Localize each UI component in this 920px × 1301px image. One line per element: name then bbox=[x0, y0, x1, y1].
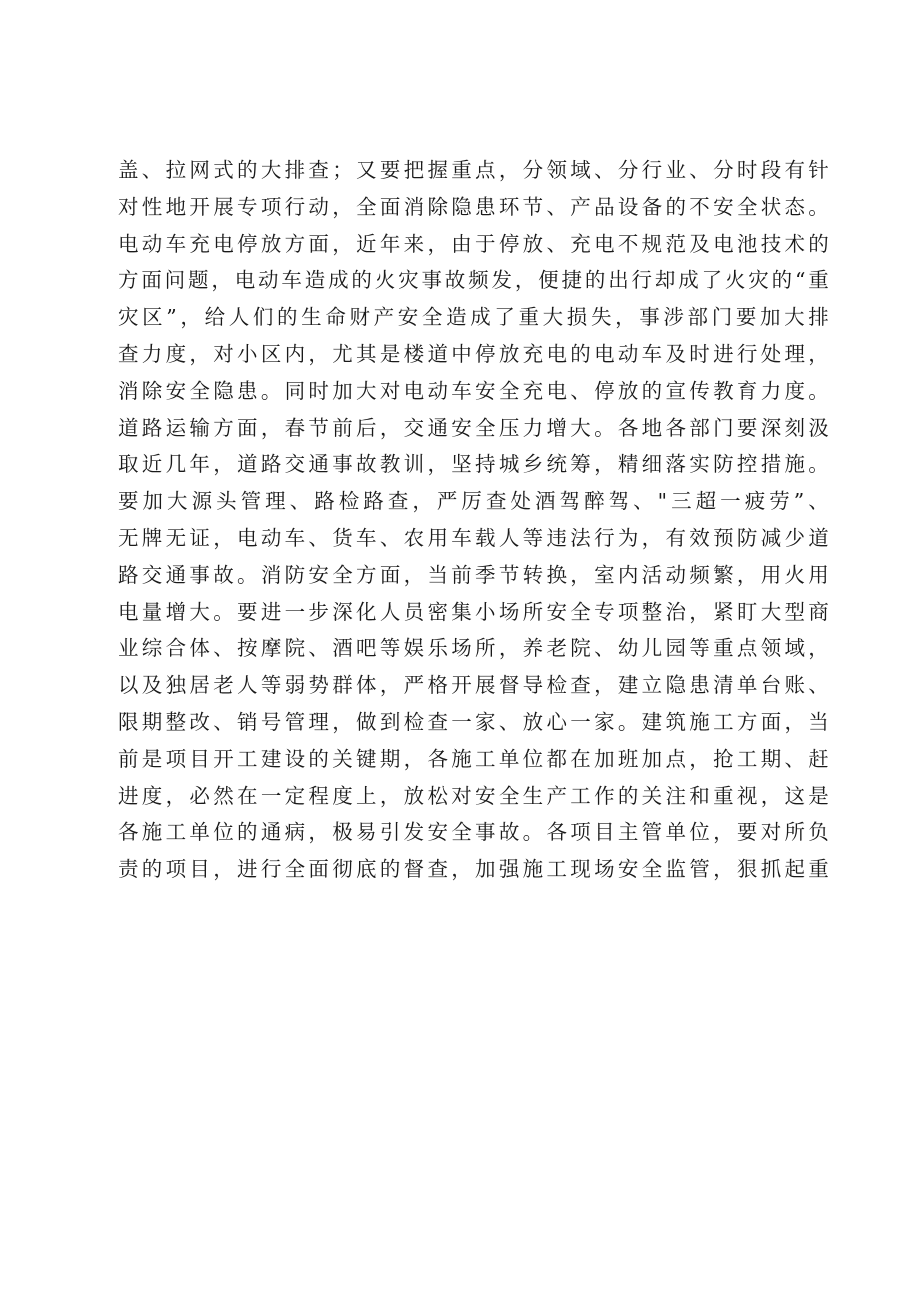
text-line-5: 灾区”，给人们的生命财产安全造成了重大损失，事涉部门要加大排 bbox=[118, 305, 830, 330]
text-line-7: 消除安全隐患。同时加大对电动车安全充电、停放的宣传教育力度。 bbox=[118, 378, 830, 403]
text-line-6: 查力度，对小区内，尤其是楼道中停放充电的电动车及时进行处理， bbox=[118, 341, 830, 366]
text-line-2: 对性地开展专项行动，全面消除隐患环节、产品设备的不安全状态。 bbox=[118, 194, 830, 219]
text-line-16: 限期整改、销号管理，做到检查一家、放心一家。建筑施工方面，当 bbox=[118, 709, 830, 734]
text-line-18: 进度，必然在一定程度上，放松对安全生产工作的关注和重视，这是 bbox=[118, 783, 830, 808]
text-line-15: 以及独居老人等弱势群体，严格开展督导检查，建立隐患清单台账、 bbox=[118, 673, 830, 698]
text-line-14: 业综合体、按摩院、酒吧等娱乐场所，养老院、幼儿园等重点领域， bbox=[118, 636, 830, 661]
text-line-4: 方面问题，电动车造成的火灾事故频发，便捷的出行却成了火灾的“重 bbox=[118, 268, 830, 293]
text-line-13: 电量增大。要进一步深化人员密集小场所安全专项整治，紧盯大型商 bbox=[118, 599, 830, 624]
text-line-12: 路交通事故。消防安全方面，当前季节转换，室内活动频繁，用火用 bbox=[118, 562, 830, 587]
text-line-8: 道路运输方面，春节前后，交通安全压力增大。各地各部门要深刻汲 bbox=[118, 415, 830, 440]
text-line-17: 前是项目开工建设的关键期，各施工单位都在加班加点，抢工期、赶 bbox=[118, 746, 830, 771]
text-line-10: 要加大源头管理、路检路查，严厉查处酒驾醉驾、"三超一疲劳”、 bbox=[118, 489, 830, 514]
text-line-9: 取近几年，道路交通事故教训，坚持城乡统筹，精细落实防控措施。 bbox=[118, 452, 830, 477]
text-line-20: 责的项目，进行全面彻底的督查，加强施工现场安全监管，狠抓起重 bbox=[118, 857, 830, 882]
text-line-19: 各施工单位的通病，极易引发安全事故。各项目主管单位，要对所负 bbox=[118, 820, 830, 845]
text-line-3: 电动车充电停放方面，近年来，由于停放、充电不规范及电池技术的 bbox=[118, 231, 830, 256]
body-text bbox=[118, 152, 830, 888]
text-line-1: 盖、拉网式的大排查；又要把握重点，分领域、分行业、分时段有针 bbox=[118, 158, 830, 182]
text-line-11: 无牌无证，电动车、货车、农用车载人等违法行为，有效预防减少道 bbox=[118, 525, 830, 550]
